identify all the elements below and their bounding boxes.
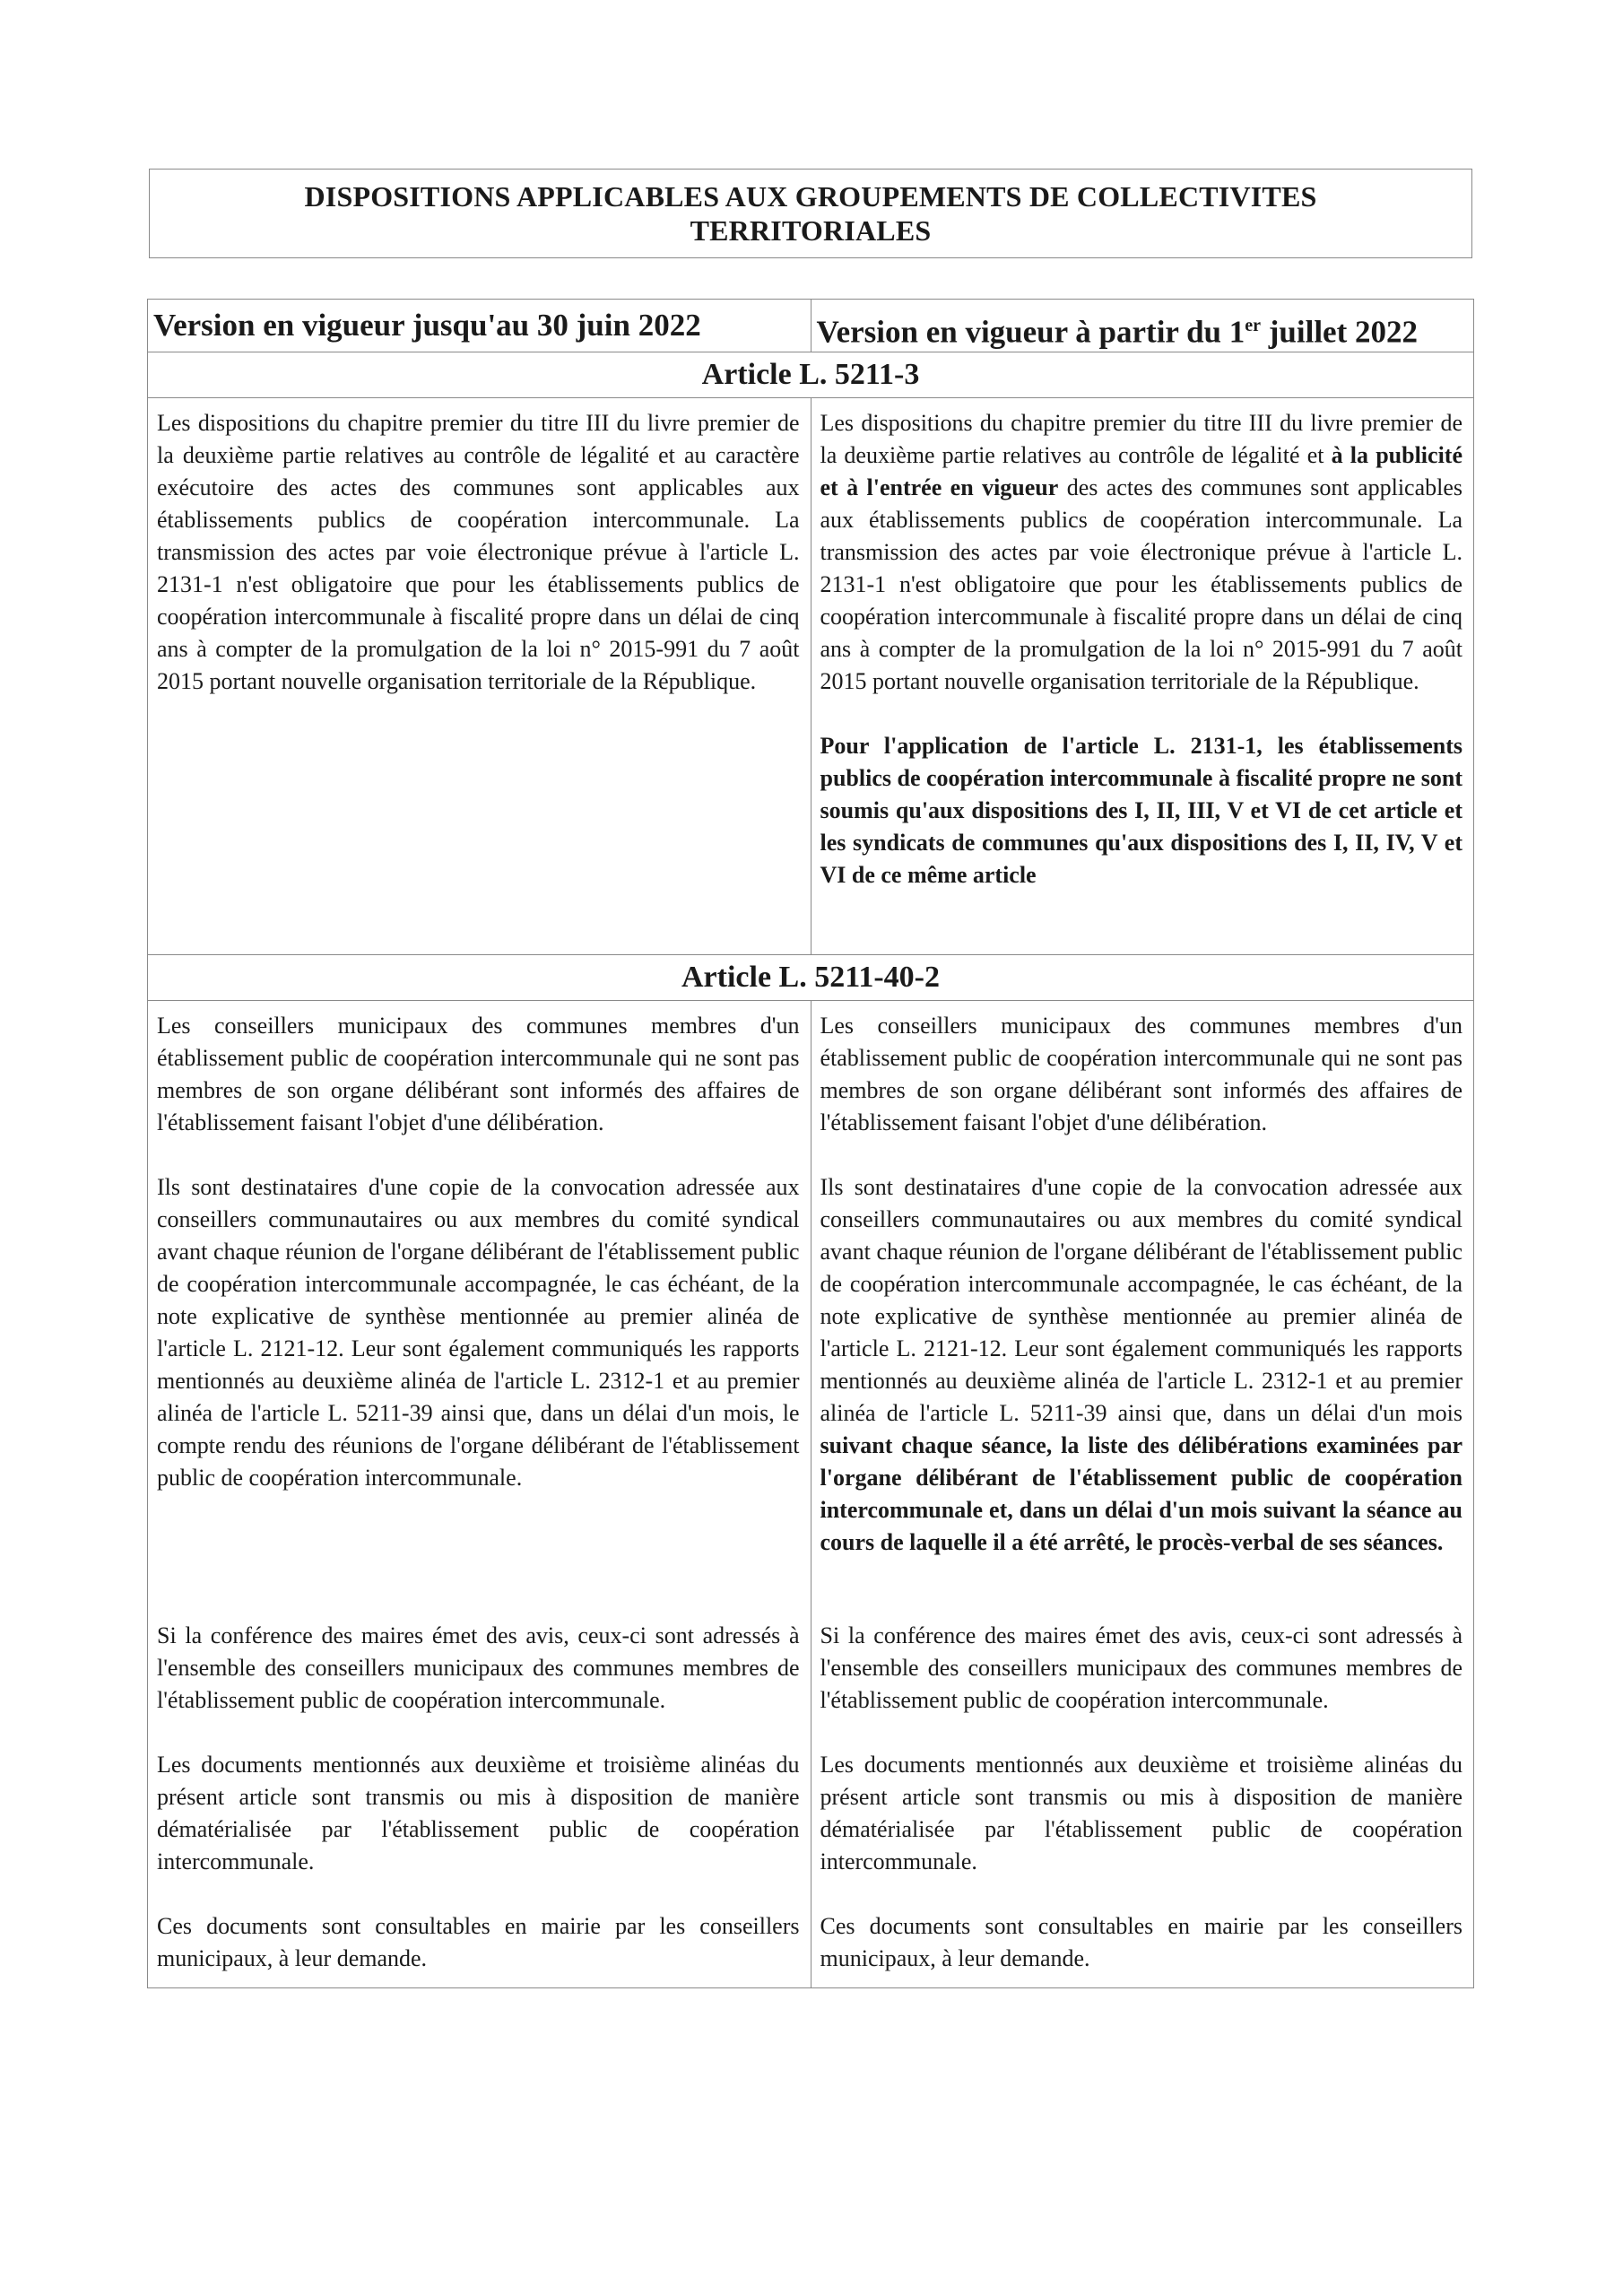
article-2-right-paragraph-2: Ils sont destinataires d'une copie de la convocation adressée aux conseillers communautaires ou aux membres du comité syndical avant chaque réunion de l'organe délibérant de l'établissement public de coopération intercommunale accompagnée, le cas échéant, de la note explicative de synthèse mentionnée au premier alinéa de l'article L. 2121-12. Leur sont également communiqués les rapports mentionnés au deuxième alinéa de l'article L. 2312-1 et au premier alinéa de l'article L. 5211-39 ainsi que, dans un délai d'un mois suivant chaque séance, la liste des délibérations examinées par l'organe délibérant de l'établissement public de coopération intercommunale et, dans un délai d'un mois suivant la séance au cours de laquelle il a été arrêté, le procès-verbal de ses séances. — [820, 1174, 1462, 1555]
article-1-left-paragraph: Les dispositions du chapitre premier du titre III du livre premier de la deuxième partie relatives au contrôle de légalité et au caractère exécutoire des actes des communes sont applicables aux établissements publics de coopération intercommunale. La transmission des actes par voie électronique prévue à l'article L. 2131-1 n'est obligatoire que pour les établissements publics de coopération intercommunale à fiscalité propre dans un délai de cinq ans à compter de la promulgation de la loi n° 2015-991 du 7 août 2015 portant nouvelle organisation territoriale de la République. — [157, 410, 800, 694]
article-1-right-paragraph-2: Pour l'application de l'article L. 2131-1, les établissements publics de coopération intercommunale à fiscalité propre ne sont soumis qu'aux dispositions des I, II, III, V et VI de cet article et les syndicats de communes qu'aux dispositions des I, II, IV, V et VI de ce même article — [820, 733, 1462, 888]
article-2-row — [148, 1001, 1473, 1987]
article-1-title: Article L. 5211-3 — [148, 352, 1473, 398]
article-2-right-paragraph-5: Ces documents sont consultables en mairie par les conseillers municipaux, à leur demande. — [820, 1913, 1462, 1971]
article-2-right-cell — [812, 1001, 1474, 1987]
article-2-right-paragraph-3: Si la conférence des maires émet des avis, ceux-ci sont adressés à l'ensemble des conseillers municipaux des communes membres de l'établissement public de coopération intercommunale. — [820, 1622, 1462, 1713]
article-2-left-paragraph-2: Ils sont destinataires d'une copie de la convocation adressée aux conseillers communautaires ou aux membres du comité syndical avant chaque réunion de l'organe délibérant de l'établissement public de coopération intercommunale accompagnée, le cas échéant, de la note explicative de synthèse mentionnée au premier alinéa de l'article L. 2121-12. Leur sont également communiqués les rapports mentionnés au deuxième alinéa de l'article L. 2312-1 et au premier alinéa de l'article L. 5211-39 ainsi que, dans un délai d'un mois, le compte rendu des réunions de l'organe délibérant de l'établissement public de coopération intercommunale. — [157, 1174, 800, 1491]
article-2-left-cell — [148, 1001, 812, 1987]
article-1-left-cell — [148, 398, 812, 954]
article-2-right-paragraph-1: Les conseillers municipaux des communes membres d'un établissement public de coopération intercommunale qui ne sont pas membres de son organe délibérant sont informés des affaires de l'établissement faisant l'objet d'une délibération. — [820, 1013, 1462, 1135]
article-2-right-paragraph-4: Les documents mentionnés aux deuxième et troisième alinéas du présent article sont transmis ou mis à disposition de manière dématérialisée par l'établissement public de coopération intercommunale. — [820, 1752, 1462, 1874]
article-1-row — [148, 398, 1473, 954]
article-1-right-paragraph-1: Les dispositions du chapitre premier du titre III du livre premier de la deuxième partie relatives au contrôle de légalité et à la publicité et à l'entrée en vigueur des actes des communes sont applicables aux établissements publics de coopération intercommunale. La transmission des actes par voie électronique prévue à l'article L. 2131-1 n'est obligatoire que pour les établissements publics de coopération intercommunale à fiscalité propre dans un délai de cinq ans à compter de la promulgation de la loi n° 2015-991 du 7 août 2015 portant nouvelle organisation territoriale de la République. — [820, 410, 1463, 694]
comparison-table — [147, 299, 1474, 1988]
title-line-2: TERRITORIALES — [690, 214, 932, 247]
document-title — [149, 169, 1472, 258]
article-2-left-paragraph-5: Ces documents sont consultables en mairie par les conseillers municipaux, à leur demande. — [157, 1913, 800, 1971]
article-2-left-paragraph-1: Les conseillers municipaux des communes membres d'un établissement public de coopération intercommunale qui ne sont pas membres de son organe délibérant sont informés des affaires de l'établissement faisant l'objet d'une délibération. — [157, 1013, 800, 1135]
right-version-header: Version en vigueur à partir du 1er juillet 2022 — [816, 314, 1418, 350]
article-2-left-paragraph-4: Les documents mentionnés aux deuxième et troisième alinéas du présent article sont transmis ou mis à disposition de manière dématérialisée par l'établissement public de coopération intercommunale. — [157, 1752, 800, 1874]
title-line-1: DISPOSITIONS APPLICABLES AUX GROUPEMENTS DE COLLECTIVITES — [304, 180, 1317, 213]
article-2-left-paragraph-3: Si la conférence des maires émet des avis, ceux-ci sont adressés à l'ensemble des conseillers municipaux des communes membres de l'établissement public de coopération intercommunale. — [157, 1622, 800, 1713]
version-header-row — [148, 300, 1473, 352]
left-version-header: Version en vigueur jusqu'au 30 juin 2022 — [148, 300, 812, 352]
article-1-right-cell — [812, 398, 1474, 954]
article-2-title: Article L. 5211-40-2 — [148, 954, 1473, 1001]
